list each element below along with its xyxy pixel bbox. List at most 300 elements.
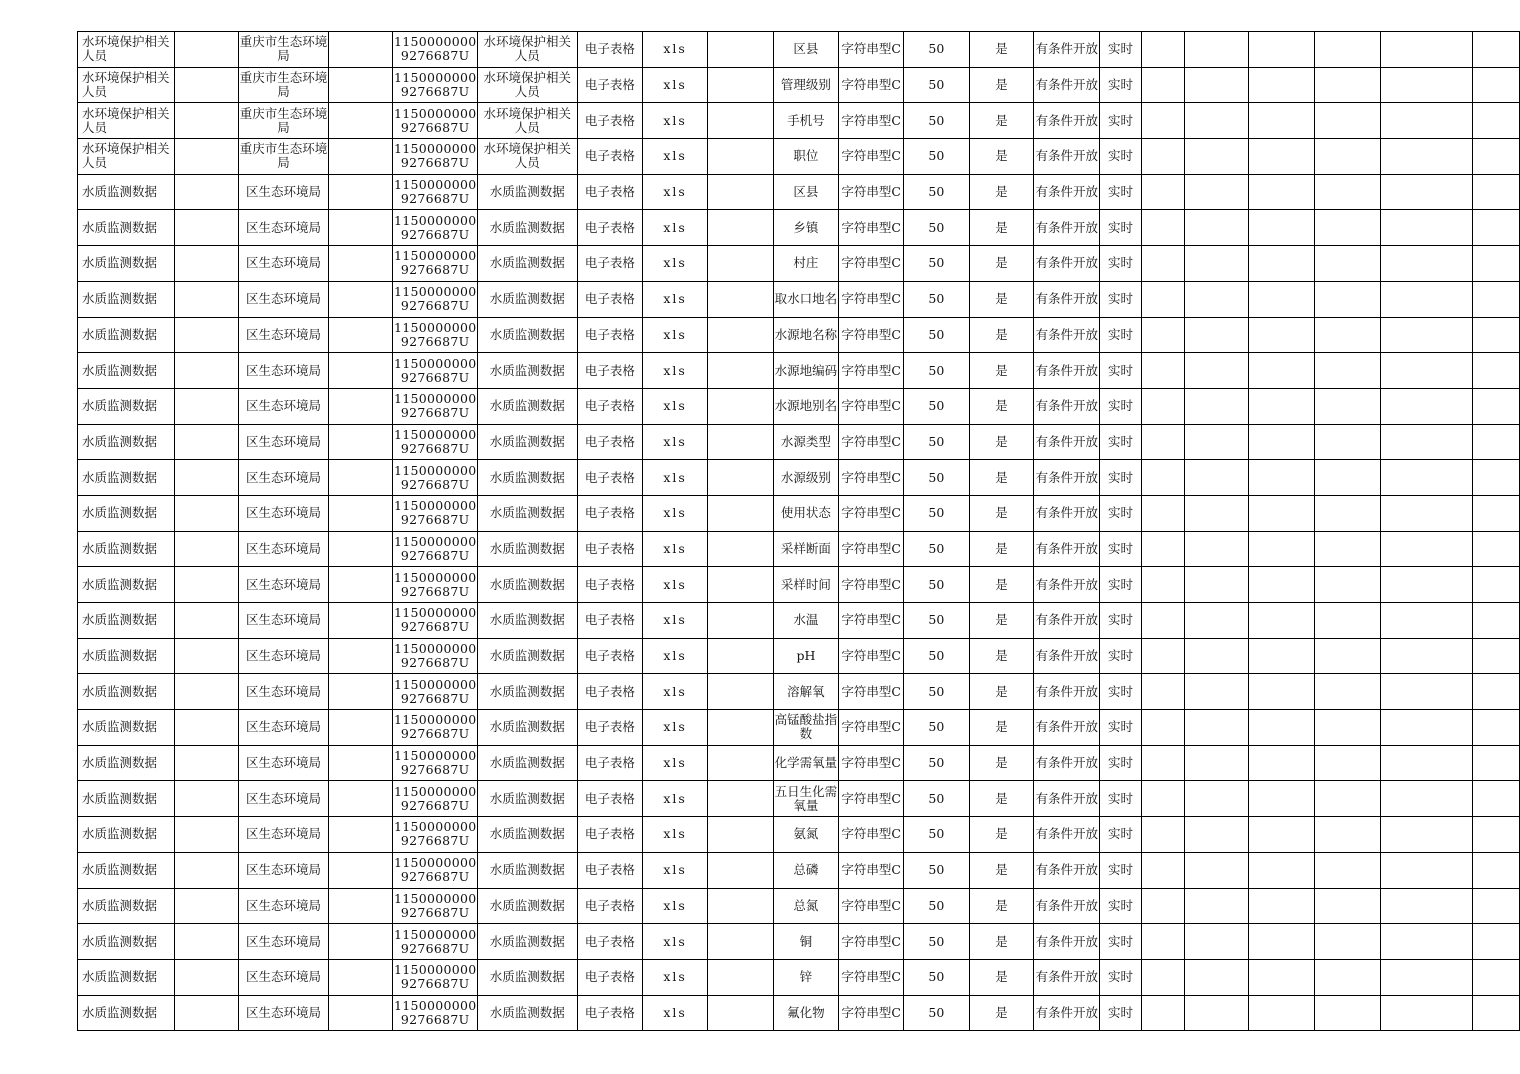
empty-cell xyxy=(1249,781,1315,817)
resource-cell: 水质监测数据 xyxy=(478,388,578,424)
empty-cell xyxy=(328,424,393,460)
table-row xyxy=(78,460,1520,496)
empty-cell xyxy=(1380,495,1472,531)
empty-cell xyxy=(707,817,773,853)
org-code-cell: 11500000009276687U xyxy=(393,246,478,282)
field-name-cell: pH xyxy=(773,638,839,674)
resource-type-cell: 电子表格 xyxy=(577,388,643,424)
open-type-cell: 有条件开放 xyxy=(1034,745,1100,781)
empty-cell xyxy=(707,103,773,139)
org-code-cell: 11500000009276687U xyxy=(393,888,478,924)
empty-cell xyxy=(707,495,773,531)
empty-cell xyxy=(1314,67,1380,103)
field-length-cell: 50 xyxy=(903,781,969,817)
data-type-cell: 字符串型C xyxy=(839,460,904,496)
resource-type-cell: 电子表格 xyxy=(577,852,643,888)
empty-cell xyxy=(1184,817,1249,853)
empty-cell xyxy=(174,460,239,496)
empty-cell xyxy=(1184,781,1249,817)
required-cell: 是 xyxy=(969,638,1034,674)
format-cell: xls xyxy=(643,995,708,1031)
empty-cell xyxy=(707,959,773,995)
org-code-cell: 11500000009276687U xyxy=(393,781,478,817)
empty-cell xyxy=(707,32,773,68)
update-frequency-cell: 实时 xyxy=(1100,495,1142,531)
empty-cell xyxy=(1184,388,1249,424)
empty-cell xyxy=(1141,603,1184,639)
format-cell: xls xyxy=(643,210,708,246)
org-code-cell: 11500000009276687U xyxy=(393,174,478,210)
empty-cell xyxy=(707,67,773,103)
data-type-cell: 字符串型C xyxy=(839,995,904,1031)
resource-name-cell: 水质监测数据 xyxy=(78,638,175,674)
format-cell: xls xyxy=(643,317,708,353)
empty-cell xyxy=(1380,959,1472,995)
empty-cell xyxy=(1141,174,1184,210)
format-cell: xls xyxy=(643,460,708,496)
empty-cell xyxy=(1473,817,1520,853)
org-code-cell: 11500000009276687U xyxy=(393,817,478,853)
resource-name-cell: 水质监测数据 xyxy=(78,781,175,817)
data-type-cell: 字符串型C xyxy=(839,674,904,710)
department-cell: 区生态环境局 xyxy=(239,388,329,424)
empty-cell xyxy=(1141,32,1184,68)
empty-cell xyxy=(1473,32,1520,68)
resource-name-cell: 水质监测数据 xyxy=(78,674,175,710)
empty-cell xyxy=(1380,995,1472,1031)
empty-cell xyxy=(1184,210,1249,246)
empty-cell xyxy=(328,888,393,924)
department-cell: 区生态环境局 xyxy=(239,781,329,817)
field-name-cell: 水源类型 xyxy=(773,424,839,460)
empty-cell xyxy=(1249,174,1315,210)
org-code-cell: 11500000009276687U xyxy=(393,353,478,389)
empty-cell xyxy=(1249,959,1315,995)
org-code-cell: 11500000009276687U xyxy=(393,103,478,139)
update-frequency-cell: 实时 xyxy=(1100,353,1142,389)
field-name-cell: 区县 xyxy=(773,174,839,210)
department-cell: 区生态环境局 xyxy=(239,210,329,246)
empty-cell xyxy=(707,460,773,496)
table-row xyxy=(78,210,1520,246)
data-type-cell: 字符串型C xyxy=(839,139,904,175)
org-code-cell: 11500000009276687U xyxy=(393,710,478,746)
update-frequency-cell: 实时 xyxy=(1100,603,1142,639)
resource-cell: 水质监测数据 xyxy=(478,246,578,282)
table-row xyxy=(78,67,1520,103)
empty-cell xyxy=(1141,674,1184,710)
empty-cell xyxy=(174,317,239,353)
required-cell: 是 xyxy=(969,139,1034,175)
open-type-cell: 有条件开放 xyxy=(1034,781,1100,817)
open-type-cell: 有条件开放 xyxy=(1034,424,1100,460)
department-cell: 重庆市生态环境局 xyxy=(239,139,329,175)
format-cell: xls xyxy=(643,139,708,175)
empty-cell xyxy=(328,460,393,496)
required-cell: 是 xyxy=(969,959,1034,995)
required-cell: 是 xyxy=(969,995,1034,1031)
data-type-cell: 字符串型C xyxy=(839,852,904,888)
empty-cell xyxy=(328,745,393,781)
empty-cell xyxy=(1314,781,1380,817)
empty-cell xyxy=(1184,139,1249,175)
empty-cell xyxy=(174,674,239,710)
empty-cell xyxy=(1249,674,1315,710)
empty-cell xyxy=(707,353,773,389)
empty-cell xyxy=(328,317,393,353)
required-cell: 是 xyxy=(969,210,1034,246)
department-cell: 区生态环境局 xyxy=(239,888,329,924)
update-frequency-cell: 实时 xyxy=(1100,139,1142,175)
field-name-cell: 氟化物 xyxy=(773,995,839,1031)
field-length-cell: 50 xyxy=(903,246,969,282)
empty-cell xyxy=(328,281,393,317)
required-cell: 是 xyxy=(969,852,1034,888)
org-code-cell: 11500000009276687U xyxy=(393,638,478,674)
empty-cell xyxy=(1249,281,1315,317)
format-cell: xls xyxy=(643,495,708,531)
required-cell: 是 xyxy=(969,495,1034,531)
table-row xyxy=(78,745,1520,781)
empty-cell xyxy=(1184,710,1249,746)
format-cell: xls xyxy=(643,817,708,853)
resource-cell: 水质监测数据 xyxy=(478,817,578,853)
empty-cell xyxy=(1141,317,1184,353)
table-row xyxy=(78,567,1520,603)
resource-cell: 水质监测数据 xyxy=(478,852,578,888)
format-cell: xls xyxy=(643,924,708,960)
empty-cell xyxy=(1473,852,1520,888)
resource-name-cell: 水环境保护相关人员 xyxy=(78,103,175,139)
resource-name-cell: 水质监测数据 xyxy=(78,246,175,282)
format-cell: xls xyxy=(643,888,708,924)
required-cell: 是 xyxy=(969,174,1034,210)
empty-cell xyxy=(1184,67,1249,103)
resource-cell: 水质监测数据 xyxy=(478,531,578,567)
data-type-cell: 字符串型C xyxy=(839,710,904,746)
empty-cell xyxy=(174,495,239,531)
resource-cell: 水质监测数据 xyxy=(478,424,578,460)
org-code-cell: 11500000009276687U xyxy=(393,959,478,995)
open-type-cell: 有条件开放 xyxy=(1034,710,1100,746)
department-cell: 区生态环境局 xyxy=(239,674,329,710)
field-length-cell: 50 xyxy=(903,995,969,1031)
resource-type-cell: 电子表格 xyxy=(577,817,643,853)
data-type-cell: 字符串型C xyxy=(839,603,904,639)
field-length-cell: 50 xyxy=(903,959,969,995)
empty-cell xyxy=(1184,603,1249,639)
required-cell: 是 xyxy=(969,388,1034,424)
empty-cell xyxy=(1249,924,1315,960)
update-frequency-cell: 实时 xyxy=(1100,531,1142,567)
data-type-cell: 字符串型C xyxy=(839,495,904,531)
empty-cell xyxy=(1184,32,1249,68)
field-length-cell: 50 xyxy=(903,745,969,781)
resource-type-cell: 电子表格 xyxy=(577,317,643,353)
empty-cell xyxy=(1184,888,1249,924)
open-type-cell: 有条件开放 xyxy=(1034,852,1100,888)
empty-cell xyxy=(1141,745,1184,781)
field-name-cell: 溶解氧 xyxy=(773,674,839,710)
update-frequency-cell: 实时 xyxy=(1100,210,1142,246)
empty-cell xyxy=(1249,567,1315,603)
resource-cell: 水质监测数据 xyxy=(478,174,578,210)
empty-cell xyxy=(328,103,393,139)
data-type-cell: 字符串型C xyxy=(839,32,904,68)
empty-cell xyxy=(1249,32,1315,68)
open-type-cell: 有条件开放 xyxy=(1034,32,1100,68)
required-cell: 是 xyxy=(969,103,1034,139)
update-frequency-cell: 实时 xyxy=(1100,674,1142,710)
field-length-cell: 50 xyxy=(903,674,969,710)
format-cell: xls xyxy=(643,567,708,603)
empty-cell xyxy=(1380,174,1472,210)
empty-cell xyxy=(1184,353,1249,389)
required-cell: 是 xyxy=(969,745,1034,781)
department-cell: 重庆市生态环境局 xyxy=(239,103,329,139)
field-name-cell: 乡镇 xyxy=(773,210,839,246)
resource-cell: 水质监测数据 xyxy=(478,674,578,710)
empty-cell xyxy=(707,924,773,960)
resource-name-cell: 水环境保护相关人员 xyxy=(78,67,175,103)
update-frequency-cell: 实时 xyxy=(1100,745,1142,781)
empty-cell xyxy=(1141,353,1184,389)
department-cell: 区生态环境局 xyxy=(239,852,329,888)
empty-cell xyxy=(174,638,239,674)
org-code-cell: 11500000009276687U xyxy=(393,567,478,603)
department-cell: 区生态环境局 xyxy=(239,995,329,1031)
empty-cell xyxy=(1314,638,1380,674)
field-length-cell: 50 xyxy=(903,603,969,639)
empty-cell xyxy=(707,603,773,639)
empty-cell xyxy=(1141,817,1184,853)
resource-type-cell: 电子表格 xyxy=(577,995,643,1031)
table-row xyxy=(78,281,1520,317)
field-length-cell: 50 xyxy=(903,281,969,317)
department-cell: 区生态环境局 xyxy=(239,924,329,960)
resource-cell: 水质监测数据 xyxy=(478,603,578,639)
data-type-cell: 字符串型C xyxy=(839,424,904,460)
empty-cell xyxy=(707,745,773,781)
empty-cell xyxy=(1473,531,1520,567)
format-cell: xls xyxy=(643,959,708,995)
empty-cell xyxy=(328,817,393,853)
empty-cell xyxy=(1473,781,1520,817)
empty-cell xyxy=(1380,317,1472,353)
resource-name-cell: 水质监测数据 xyxy=(78,852,175,888)
update-frequency-cell: 实时 xyxy=(1100,710,1142,746)
update-frequency-cell: 实时 xyxy=(1100,388,1142,424)
update-frequency-cell: 实时 xyxy=(1100,888,1142,924)
table-row xyxy=(78,353,1520,389)
field-name-cell: 高锰酸盐指数 xyxy=(773,710,839,746)
empty-cell xyxy=(1314,531,1380,567)
empty-cell xyxy=(1184,460,1249,496)
empty-cell xyxy=(174,817,239,853)
empty-cell xyxy=(1249,603,1315,639)
required-cell: 是 xyxy=(969,281,1034,317)
data-type-cell: 字符串型C xyxy=(839,317,904,353)
data-type-cell: 字符串型C xyxy=(839,281,904,317)
update-frequency-cell: 实时 xyxy=(1100,281,1142,317)
data-type-cell: 字符串型C xyxy=(839,67,904,103)
empty-cell xyxy=(1380,531,1472,567)
empty-cell xyxy=(1380,674,1472,710)
open-type-cell: 有条件开放 xyxy=(1034,103,1100,139)
empty-cell xyxy=(1249,495,1315,531)
empty-cell xyxy=(328,995,393,1031)
empty-cell xyxy=(1141,959,1184,995)
empty-cell xyxy=(1473,353,1520,389)
open-type-cell: 有条件开放 xyxy=(1034,531,1100,567)
empty-cell xyxy=(1314,603,1380,639)
org-code-cell: 11500000009276687U xyxy=(393,924,478,960)
field-length-cell: 50 xyxy=(903,210,969,246)
resource-cell: 水质监测数据 xyxy=(478,888,578,924)
data-type-cell: 字符串型C xyxy=(839,174,904,210)
empty-cell xyxy=(1184,317,1249,353)
empty-cell xyxy=(1249,424,1315,460)
empty-cell xyxy=(1141,424,1184,460)
resource-cell: 水质监测数据 xyxy=(478,638,578,674)
empty-cell xyxy=(1314,995,1380,1031)
empty-cell xyxy=(1473,103,1520,139)
empty-cell xyxy=(328,210,393,246)
table-row xyxy=(78,174,1520,210)
empty-cell xyxy=(1141,888,1184,924)
empty-cell xyxy=(1473,139,1520,175)
empty-cell xyxy=(328,781,393,817)
field-name-cell: 职位 xyxy=(773,139,839,175)
empty-cell xyxy=(1380,924,1472,960)
empty-cell xyxy=(1380,460,1472,496)
empty-cell xyxy=(1184,531,1249,567)
field-length-cell: 50 xyxy=(903,710,969,746)
resource-type-cell: 电子表格 xyxy=(577,139,643,175)
org-code-cell: 11500000009276687U xyxy=(393,852,478,888)
empty-cell xyxy=(1473,674,1520,710)
empty-cell xyxy=(1184,103,1249,139)
org-code-cell: 11500000009276687U xyxy=(393,603,478,639)
empty-cell xyxy=(1249,246,1315,282)
empty-cell xyxy=(707,210,773,246)
data-type-cell: 字符串型C xyxy=(839,781,904,817)
department-cell: 区生态环境局 xyxy=(239,710,329,746)
empty-cell xyxy=(707,852,773,888)
resource-name-cell: 水质监测数据 xyxy=(78,424,175,460)
empty-cell xyxy=(1314,495,1380,531)
empty-cell xyxy=(1141,495,1184,531)
empty-cell xyxy=(1380,103,1472,139)
empty-cell xyxy=(174,531,239,567)
field-length-cell: 50 xyxy=(903,852,969,888)
format-cell: xls xyxy=(643,674,708,710)
empty-cell xyxy=(174,710,239,746)
resource-name-cell: 水质监测数据 xyxy=(78,710,175,746)
resource-cell: 水质监测数据 xyxy=(478,924,578,960)
empty-cell xyxy=(174,995,239,1031)
empty-cell xyxy=(1141,567,1184,603)
table-row xyxy=(78,674,1520,710)
format-cell: xls xyxy=(643,424,708,460)
resource-name-cell: 水质监测数据 xyxy=(78,281,175,317)
format-cell: xls xyxy=(643,603,708,639)
empty-cell xyxy=(1249,210,1315,246)
empty-cell xyxy=(1141,460,1184,496)
required-cell: 是 xyxy=(969,424,1034,460)
empty-cell xyxy=(1184,246,1249,282)
resource-name-cell: 水质监测数据 xyxy=(78,817,175,853)
resource-name-cell: 水质监测数据 xyxy=(78,353,175,389)
empty-cell xyxy=(328,139,393,175)
field-length-cell: 50 xyxy=(903,495,969,531)
resource-cell: 水质监测数据 xyxy=(478,959,578,995)
empty-cell xyxy=(174,781,239,817)
resource-type-cell: 电子表格 xyxy=(577,781,643,817)
table-row xyxy=(78,817,1520,853)
field-name-cell: 取水口地名 xyxy=(773,281,839,317)
empty-cell xyxy=(707,246,773,282)
open-type-cell: 有条件开放 xyxy=(1034,353,1100,389)
open-type-cell: 有条件开放 xyxy=(1034,638,1100,674)
empty-cell xyxy=(328,710,393,746)
org-code-cell: 11500000009276687U xyxy=(393,531,478,567)
department-cell: 区生态环境局 xyxy=(239,567,329,603)
resource-cell: 水质监测数据 xyxy=(478,317,578,353)
empty-cell xyxy=(1473,317,1520,353)
table-row xyxy=(78,103,1520,139)
resource-type-cell: 电子表格 xyxy=(577,638,643,674)
empty-cell xyxy=(328,924,393,960)
format-cell: xls xyxy=(643,67,708,103)
empty-cell xyxy=(1380,32,1472,68)
open-type-cell: 有条件开放 xyxy=(1034,139,1100,175)
required-cell: 是 xyxy=(969,353,1034,389)
open-type-cell: 有条件开放 xyxy=(1034,174,1100,210)
update-frequency-cell: 实时 xyxy=(1100,817,1142,853)
empty-cell xyxy=(1314,246,1380,282)
empty-cell xyxy=(1314,281,1380,317)
data-type-cell: 字符串型C xyxy=(839,817,904,853)
resource-type-cell: 电子表格 xyxy=(577,924,643,960)
empty-cell xyxy=(1314,388,1380,424)
department-cell: 区生态环境局 xyxy=(239,638,329,674)
org-code-cell: 11500000009276687U xyxy=(393,460,478,496)
empty-cell xyxy=(1314,567,1380,603)
empty-cell xyxy=(1314,888,1380,924)
department-cell: 区生态环境局 xyxy=(239,281,329,317)
empty-cell xyxy=(1473,67,1520,103)
empty-cell xyxy=(1380,710,1472,746)
resource-cell: 水质监测数据 xyxy=(478,781,578,817)
open-type-cell: 有条件开放 xyxy=(1034,210,1100,246)
resource-cell: 水质监测数据 xyxy=(478,353,578,389)
empty-cell xyxy=(1380,353,1472,389)
format-cell: xls xyxy=(643,103,708,139)
resource-cell: 水质监测数据 xyxy=(478,995,578,1031)
resource-type-cell: 电子表格 xyxy=(577,174,643,210)
table-row xyxy=(78,888,1520,924)
empty-cell xyxy=(1314,959,1380,995)
format-cell: xls xyxy=(643,32,708,68)
org-code-cell: 11500000009276687U xyxy=(393,995,478,1031)
empty-cell xyxy=(1314,174,1380,210)
data-catalog-table xyxy=(77,31,1520,1031)
org-code-cell: 11500000009276687U xyxy=(393,674,478,710)
empty-cell xyxy=(328,567,393,603)
empty-cell xyxy=(1249,531,1315,567)
department-cell: 区生态环境局 xyxy=(239,817,329,853)
